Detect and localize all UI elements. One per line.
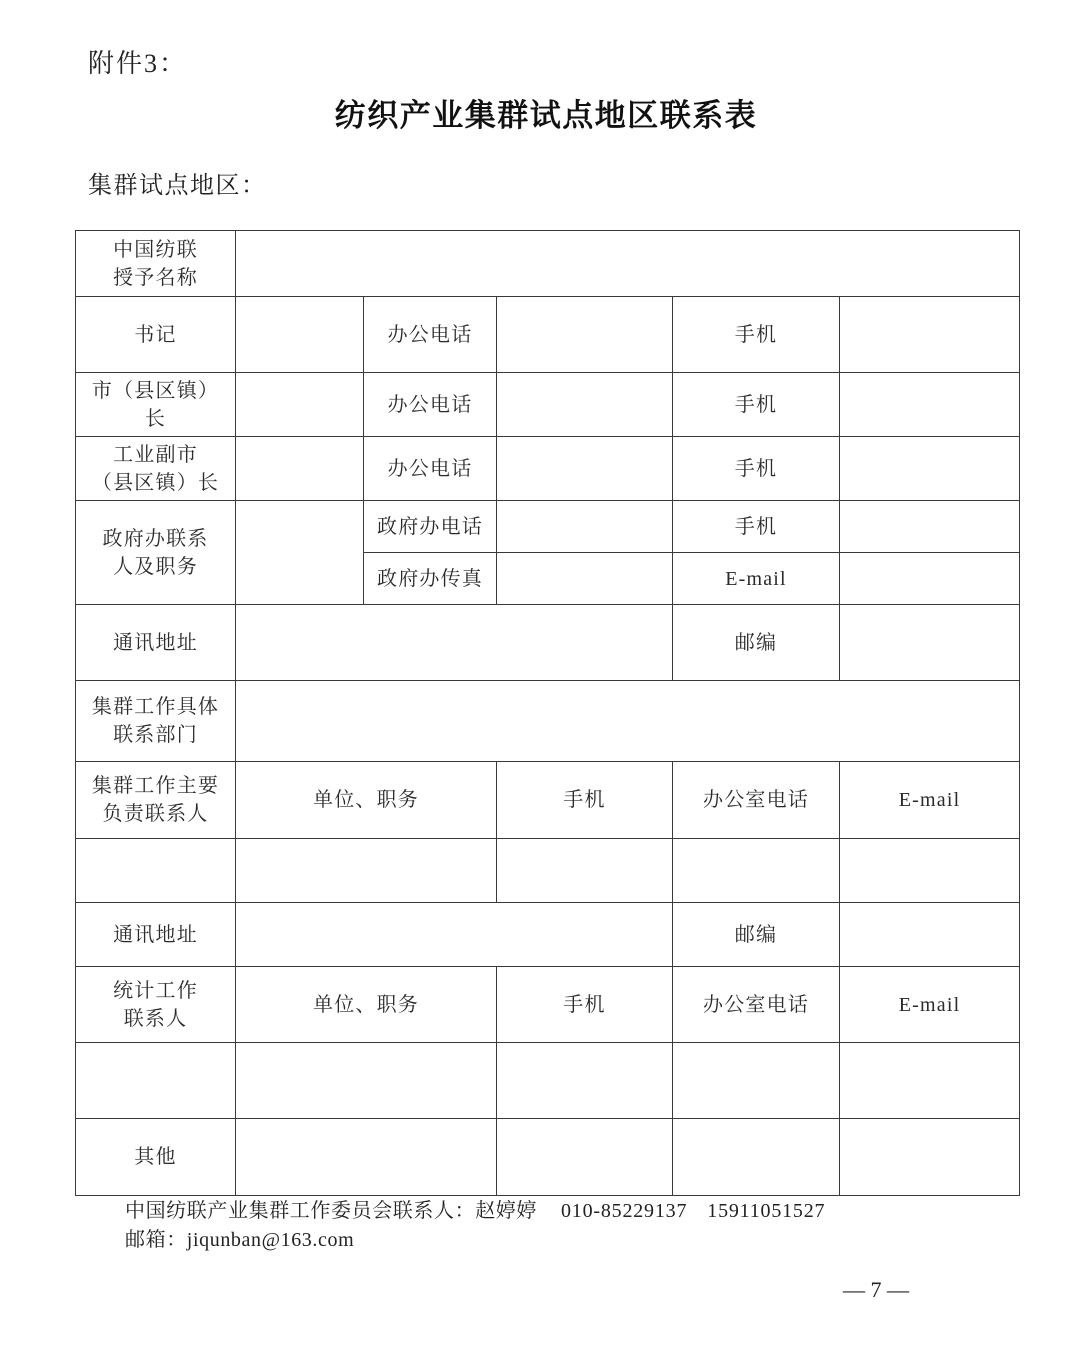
footer-contact-mobile: 15911051527 [707, 1200, 826, 1222]
department-label-line: 联系部门 [113, 724, 198, 746]
mayor-mobile-value-cell [840, 373, 1020, 437]
main-contact-label-line: 负责联系人 [102, 803, 209, 825]
main-contact-label-cell [76, 762, 236, 839]
stats-contact-unit-header: 单位、职务 [236, 967, 497, 1043]
mayor-office-phone-label-cell: 办公电话 [364, 373, 497, 437]
authorized-name-label-cell [76, 231, 236, 297]
main-contact-address-row [76, 903, 1020, 967]
other-value-cell [673, 1119, 840, 1196]
authorized-name-label-line: 中国纺联 [113, 238, 198, 261]
department-label-cell [76, 681, 236, 762]
postcode-label-cell: 邮编 [673, 605, 840, 681]
gov-office-email-label-cell: E-mail [673, 553, 840, 605]
address-row [76, 605, 1020, 681]
gov-office-contact-label-line: 政府办联系 [102, 527, 209, 550]
other-value-cell [236, 1119, 497, 1196]
main-contact-unit-cell [236, 839, 497, 903]
department-label-line: 集群工作具体 [91, 696, 220, 718]
stats-contact-office-phone-cell [673, 1043, 840, 1119]
gov-office-mobile-value-cell [840, 501, 1020, 553]
main-contact-office-phone-header: 办公室电话 [673, 762, 840, 839]
main-contact-value-row [76, 839, 1020, 903]
vice-mayor-label-cell [76, 437, 236, 501]
contact-form-table [75, 230, 1020, 1196]
secretary-mobile-value-cell [840, 297, 1020, 373]
mayor-office-phone-value-cell [497, 373, 673, 437]
gov-office-email-value-cell [840, 553, 1020, 605]
vice-mayor-name-cell [236, 437, 364, 501]
department-value-cell [236, 681, 1020, 762]
main-contact-email-header: E-mail [840, 762, 1020, 839]
vice-mayor-office-phone-value-cell [497, 437, 673, 501]
address-label-cell: 通讯地址 [76, 605, 236, 681]
stats-contact-unit-cell [236, 1043, 497, 1119]
main-contact-mobile-header: 手机 [497, 762, 673, 839]
department-row [76, 681, 1020, 762]
main-contact-office-phone-cell [673, 839, 840, 903]
gov-office-phone-value-cell [497, 501, 673, 553]
main-contact-mobile-cell [497, 839, 673, 903]
secretary-label-cell: 书记 [76, 297, 236, 373]
main-contact-header-row [76, 762, 1020, 839]
footer-email: 邮箱：jiqunban@163.com [125, 1229, 355, 1251]
main-contact-address-label-cell: 通讯地址 [76, 903, 236, 967]
gov-office-contact-label-line: 人及职务 [113, 555, 198, 578]
footer-contact-phone: 010-85229137 [561, 1200, 688, 1222]
vice-mayor-office-phone-label-cell: 办公电话 [364, 437, 497, 501]
other-value-cell [840, 1119, 1020, 1196]
stats-contact-mobile-cell [497, 1043, 673, 1119]
region-label: 集群试点地区： [88, 173, 267, 199]
vice-mayor-row [76, 437, 1020, 501]
main-contact-name-cell [76, 839, 236, 903]
stats-contact-mobile-header: 手机 [497, 967, 673, 1043]
vice-mayor-mobile-label-cell: 手机 [673, 437, 840, 501]
mayor-row [76, 373, 1020, 437]
gov-office-contact-value-cell [236, 501, 364, 605]
stats-contact-header-row [76, 967, 1020, 1043]
gov-office-phone-label-cell: 政府办电话 [364, 501, 497, 553]
secretary-row [76, 297, 1020, 373]
gov-office-mobile-label-cell: 手机 [673, 501, 840, 553]
address-value-cell [236, 605, 673, 681]
secretary-office-phone-value-cell [497, 297, 673, 373]
authorized-name-value-cell [236, 231, 1020, 297]
main-contact-postcode-label-cell: 邮编 [673, 903, 840, 967]
vice-mayor-label-line: 工业副市 [113, 443, 198, 466]
stats-contact-value-row [76, 1043, 1020, 1119]
stats-contact-email-header: E-mail [840, 967, 1020, 1043]
footer-contact-line [125, 1197, 825, 1225]
stats-contact-label-cell [76, 967, 236, 1043]
gov-office-contact-label-cell [76, 501, 236, 605]
page-number: — 7 — [843, 1277, 909, 1302]
stats-contact-office-phone-header: 办公室电话 [673, 967, 840, 1043]
gov-office-contact-row [76, 501, 1020, 553]
mayor-label-line: 市（县区镇） [91, 379, 220, 402]
authorized-name-label-line: 授予名称 [113, 266, 198, 289]
vice-mayor-mobile-value-cell [840, 437, 1020, 501]
document-title: 纺织产业集群试点地区联系表 [334, 98, 758, 133]
attachment-label: 附件3： [88, 49, 188, 78]
main-contact-email-cell [840, 839, 1020, 903]
mayor-label-line: 长 [144, 407, 167, 430]
mayor-label-cell [76, 373, 236, 437]
main-contact-address-value-cell [236, 903, 673, 967]
stats-contact-label-line: 联系人 [123, 1007, 188, 1030]
mayor-name-cell [236, 373, 364, 437]
vice-mayor-label-line: （县区镇）长 [91, 471, 220, 494]
mayor-mobile-label-cell: 手机 [673, 373, 840, 437]
stats-contact-email-cell [840, 1043, 1020, 1119]
other-row [76, 1119, 1020, 1196]
postcode-value-cell [840, 605, 1020, 681]
other-label-cell: 其他 [76, 1119, 236, 1196]
footer-contact-name: 中国纺联产业集群工作委员会联系人：赵婷婷 [125, 1200, 537, 1222]
main-contact-label-line: 集群工作主要 [91, 775, 220, 797]
main-contact-postcode-value-cell [840, 903, 1020, 967]
authorized-name-row [76, 231, 1020, 297]
secretary-name-cell [236, 297, 364, 373]
secretary-mobile-label-cell: 手机 [673, 297, 840, 373]
stats-contact-name-cell [76, 1043, 236, 1119]
secretary-office-phone-label-cell: 办公电话 [364, 297, 497, 373]
main-contact-unit-header: 单位、职务 [236, 762, 497, 839]
gov-office-fax-label-cell: 政府办传真 [364, 553, 497, 605]
gov-office-fax-value-cell [497, 553, 673, 605]
other-value-cell [497, 1119, 673, 1196]
stats-contact-label-line: 统计工作 [113, 979, 198, 1002]
